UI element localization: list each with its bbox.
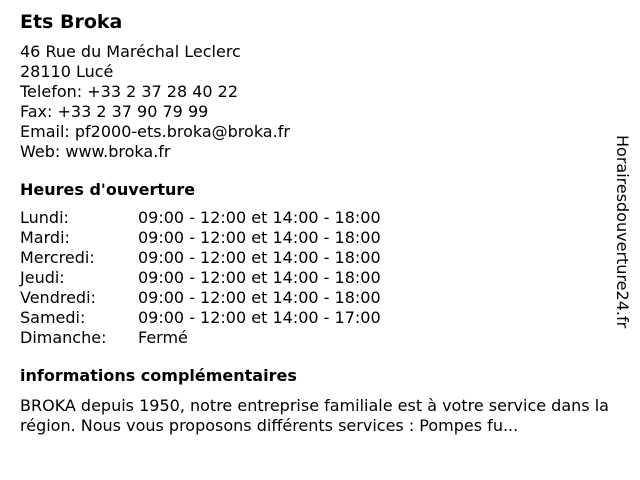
additional-info-text: BROKA depuis 1950, notre entreprise familiale est à votre service dans la région. Nous vous proposons différents services : Pompes fu... [20,396,609,435]
hours-row-wednesday [20,248,381,268]
hours-day: Dimanche: [20,328,107,347]
hours-row-friday [20,288,381,308]
opening-hours-heading: Heures d'ouverture [20,180,196,199]
email-address: Email: pf2000-ets.broka@broka.fr [20,122,290,141]
hours-time: 09:00 - 12:00 et 14:00 - 18:00 [138,248,381,267]
hours-row-sunday [20,328,381,348]
hours-time: 09:00 - 12:00 et 14:00 - 18:00 [138,288,381,307]
hours-day: Lundi: [20,208,69,227]
address-city: 28110 Lucé [20,62,114,81]
opening-hours-table [20,208,381,348]
address-street: 46 Rue du Maréchal Leclerc [20,42,241,61]
hours-time: 09:00 - 12:00 et 14:00 - 18:00 [138,268,381,287]
hours-day: Mercredi: [20,248,95,267]
hours-time: Fermé [138,328,188,347]
site-watermark: Horairesdouverture24.fr [613,135,632,329]
business-name: Ets Broka [20,11,123,33]
phone-number: Telefon: +33 2 37 28 40 22 [20,82,239,101]
hours-day: Mardi: [20,228,70,247]
hours-time: 09:00 - 12:00 et 14:00 - 18:00 [138,228,381,247]
additional-info-heading: informations complémentaires [20,366,297,385]
hours-day: Jeudi: [20,268,65,287]
hours-time: 09:00 - 12:00 et 14:00 - 18:00 [138,208,381,227]
hours-time: 09:00 - 12:00 et 14:00 - 17:00 [138,308,381,327]
hours-day: Vendredi: [20,288,96,307]
hours-day: Samedi: [20,308,86,327]
website: Web: www.broka.fr [20,142,171,161]
hours-row-monday [20,208,381,228]
fax-number: Fax: +33 2 37 90 79 99 [20,102,209,121]
hours-row-thursday [20,268,381,288]
business-card [20,10,620,436]
hours-row-tuesday [20,228,381,248]
hours-row-saturday [20,308,381,328]
